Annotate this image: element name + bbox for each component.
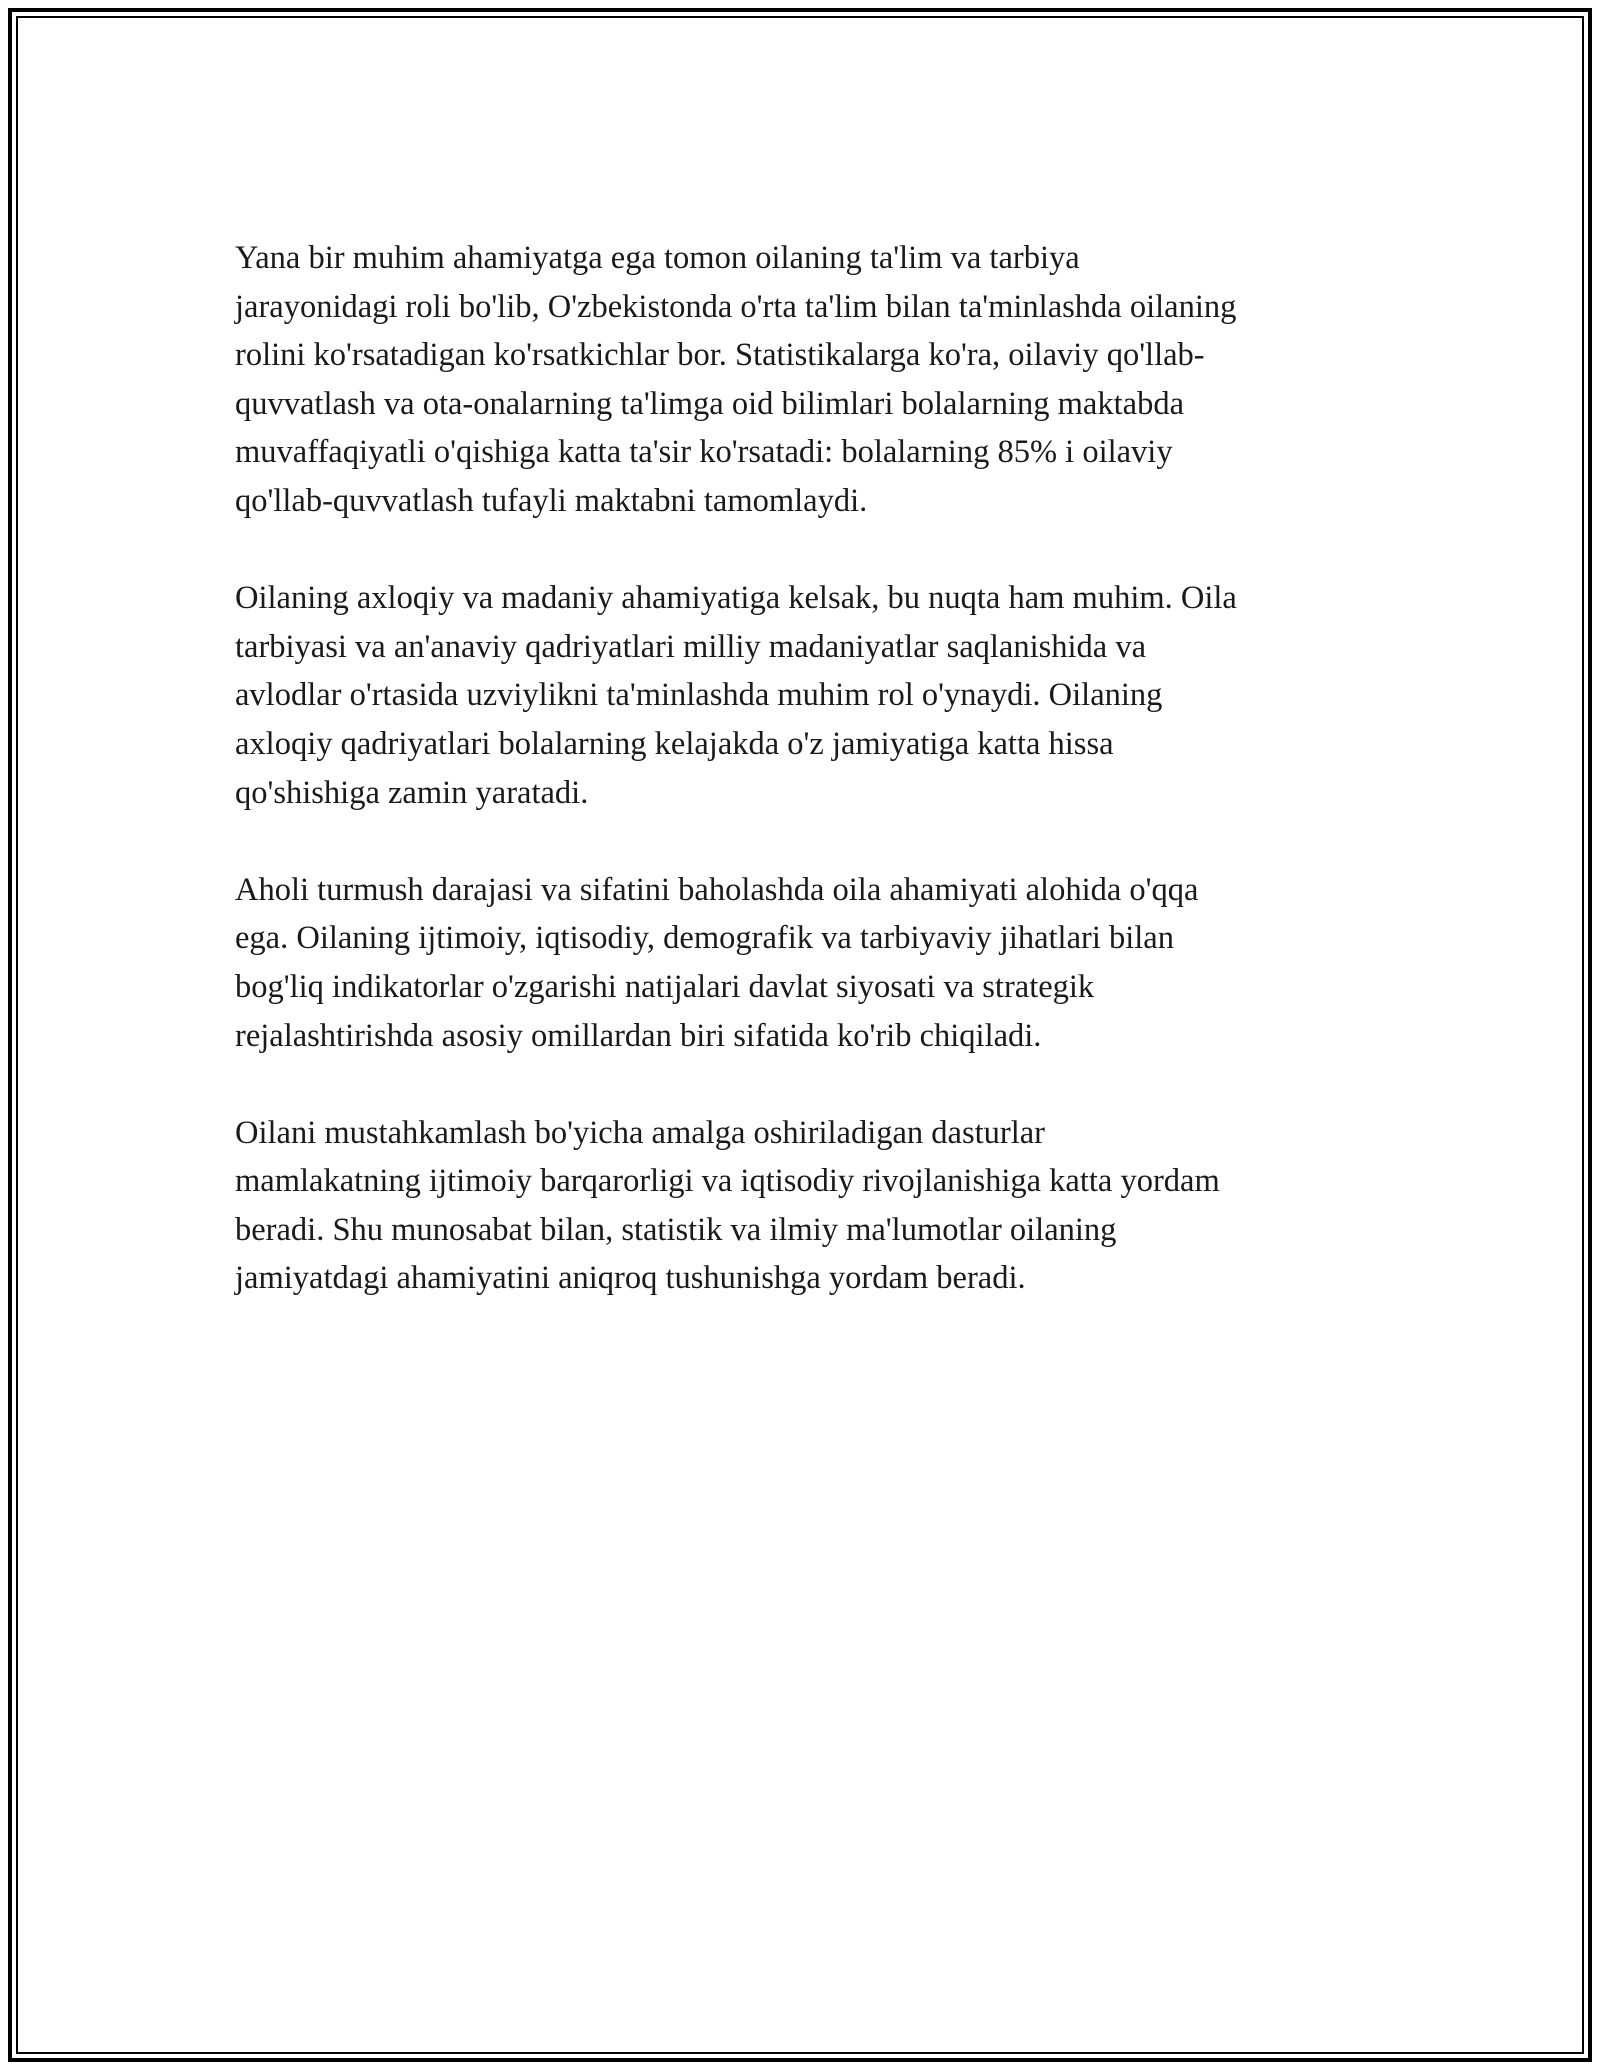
paragraph (235, 574, 1375, 817)
text-line: Oilaning axloqiy va madaniy ahamiyatiga kelsak, bu nuqta ham muhim. Oila (235, 580, 1237, 617)
text-line: qo'shishiga zamin yaratadi. (235, 774, 589, 811)
text-line: jarayonidagi roli bo'lib, O'zbekistonda o'rta ta'lim bilan ta'minlashda oilaning (235, 288, 1237, 325)
paragraph (235, 234, 1375, 526)
text-line: avlodlar o'rtasida uzviylikni ta'minlashda muhim rol o'ynaydi. Oilaning (235, 677, 1163, 714)
text-line: qo'llab-quvvatlash tufayli maktabni tamomlaydi. (235, 482, 868, 519)
text-line: mamlakatning ijtimoiy barqarorligi va iqtisodiy rivojlanishiga katta yordam (235, 1163, 1220, 1200)
text-line: jamiyatdagi ahamiyatini aniqroq tushunishga yordam beradi. (235, 1260, 1026, 1297)
text-line: rolini ko'rsatadigan ko'rsatkichlar bor. Statistikalarga ko'ra, oilaviy qo'llab- (235, 337, 1205, 374)
text-line: quvvatlash va ota-onalarning ta'limga oid bilimlari bolalarning maktabda (235, 385, 1184, 422)
text-line: bog'liq indikatorlar o'zgarishi natijalari davlat siyosati va strategik (235, 968, 1095, 1005)
text-line: ega. Oilaning ijtimoiy, iqtisodiy, demografik va tarbiyaviy jihatlari bilan (235, 920, 1174, 957)
text-line: axloqiy qadriyatlari bolalarning kelajakda o'z jamiyatiga katta hissa (235, 725, 1114, 762)
text-line: rejalashtirishda asosiy omillardan biri sifatida ko'rib chiqiladi. (235, 1017, 1042, 1054)
text-line: Aholi turmush darajasi va sifatini baholashda oila ahamiyati alohida o'qqa (235, 871, 1199, 908)
text-line: muvaffaqiyatli o'qishiga katta ta'sir ko'rsatadi: bolalarning 85% i oilaviy (235, 434, 1173, 471)
text-line: tarbiyasi va an'anaviy qadriyatlari milliy madaniyatlar saqlanishida va (235, 628, 1147, 665)
text-line: Yana bir muhim ahamiyatga ega tomon oilaning ta'lim va tarbiya (235, 240, 1080, 276)
paragraph (235, 866, 1375, 1060)
text-line: Oilani mustahkamlash bo'yicha amalga oshiriladigan dasturlar (235, 1114, 1046, 1151)
paragraph (235, 1109, 1375, 1303)
text-line: beradi. Shu munosabat bilan, statistik va ilmiy ma'lumotlar oilaning (235, 1211, 1117, 1248)
document-body (235, 234, 1375, 1352)
